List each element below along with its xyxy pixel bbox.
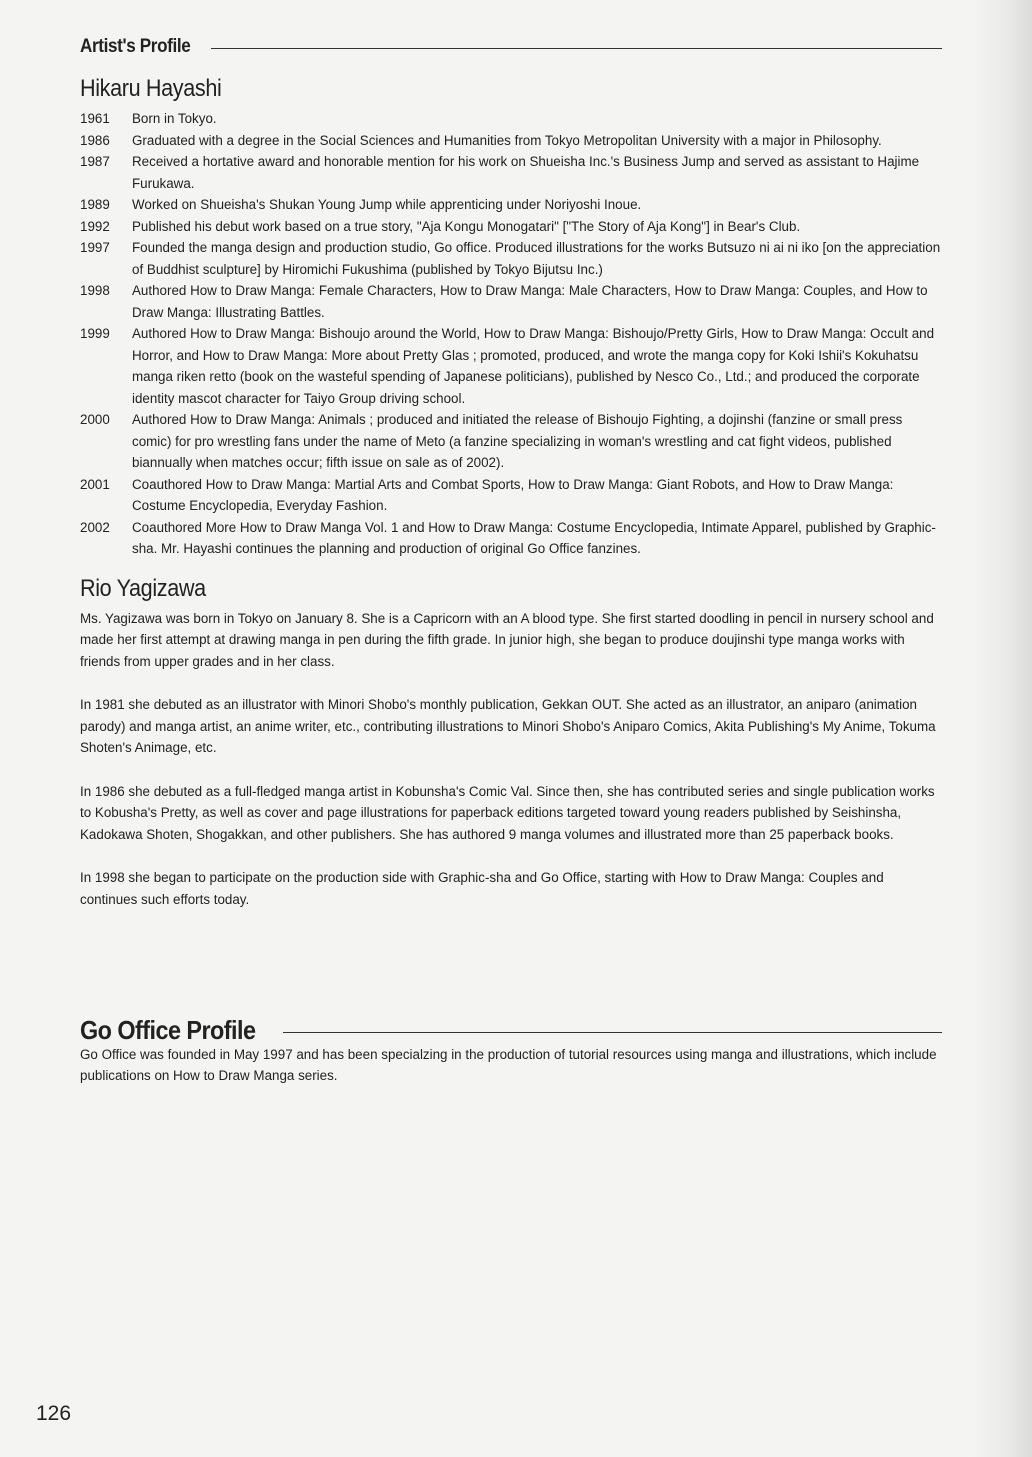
bio-paragraph: Ms. Yagizawa was born in Tokyo on January 8. She is a Capricorn with an A blood type. She first started doodling in pencil in nursery school and made her first attempt at drawing manga in pen during the fifth grade. In junior high, she began to produce doujinshi type manga works with friends from upper grades and in her class. (80, 610, 934, 669)
timeline-year: 2002 (80, 519, 110, 535)
timeline-entry (80, 151, 942, 194)
heading-rule (283, 1032, 942, 1033)
timeline-year: 1997 (80, 240, 110, 255)
bio-paragraph: In 1986 she debuted as a full-fledged manga artist in Kobunsha's Comic Val. Since then, she has contributed series and single publication works to Kobusha's Pretty, as well as cover and page illustrations for paperback editions targeted toward young readers published by Seishinsha, Kadokawa Shoten, Shogakkan, and other publishers. She has authored 9 manga volumes and illustrated more than 25 paperback books. (80, 783, 935, 842)
timeline-text: Graduated with a degree in the Social Sciences and Humanities from Tokyo Metropolitan University with a major in Philosophy. (132, 132, 882, 148)
timeline-entry (80, 474, 942, 517)
timeline-text: Authored How to Draw Manga: Animals ; produced and initiated the release of Bishoujo Fighting, a dojinshi (fanzine or small press comic) for pro wrestling fans under the name of Meto (a fanzine specializing in woman's wrestling and cat fight videos, published biannually when matches occur; fifth issue on sale as of 2002). (132, 412, 903, 470)
artists-profile-heading (80, 34, 942, 60)
go-office-heading (80, 1015, 942, 1045)
timeline-year: 1961 (80, 111, 110, 126)
timeline-year: 1998 (80, 283, 110, 298)
timeline-text: Received a hortative award and honorable mention for his work on Shueisha Inc.'s Business Jump and served as assistant to Hajime Furukawa. (132, 154, 920, 191)
timeline-text: Founded the manga design and production studio, Go office. Produced illustrations for the works Butsuzo ni ai ni iko [on the appreciation of Buddhist sculpture] by Hiromichi Fukushima (published by Tokyo Bijutsu Inc.) (132, 240, 941, 277)
timeline-year: 2000 (80, 412, 110, 427)
section-title: Artist's Profile (80, 36, 191, 58)
hayashi-profile (80, 74, 942, 560)
timeline-text: Coauthored More How to Draw Manga Vol. 1 and How to Draw Manga: Costume Encyclopedia, Intimate Apparel, published by Graphic-sha. Mr. Hayashi continues the planning and production of original Go Office fanzines. (132, 519, 936, 556)
timeline-year: 1992 (80, 218, 110, 234)
go-office-section (80, 1015, 942, 1087)
timeline-year: 1987 (80, 154, 110, 169)
go-office-description: Go Office was founded in May 1997 and has been specialzing in the production of tutorial resources using manga and illustrations, which include publications on How to Draw Manga series. (80, 1046, 937, 1083)
artists-profile-section (80, 34, 942, 910)
person-name-yagizawa: Rio Yagizawa (80, 574, 206, 602)
timeline-year: 1989 (80, 197, 110, 212)
heading-rule (211, 48, 942, 49)
timeline-entry (80, 108, 942, 130)
timeline-entry (80, 237, 942, 280)
timeline-entry (80, 130, 942, 152)
timeline-text: Authored How to Draw Manga: Female Characters, How to Draw Manga: Male Characters, How to Draw Manga: Couples, and How to Draw Manga: Illustrating Battles. (132, 283, 928, 320)
timeline-entry (80, 323, 942, 409)
yagizawa-profile (80, 574, 942, 911)
timeline-entry (80, 517, 942, 560)
timeline-text: Authored How to Draw Manga: Bishoujo around the World, How to Draw Manga: Bishoujo/Pretty Girls, How to Draw Manga: Occult and Horror, and How to Draw Manga: More about Pretty Glas ; promoted, produced, and wrote the manga copy for Koki Ishii's Kokuhatsu manga riken retto (book on the wasteful spending of Japanese politicians), published by Nesco Co., Ltd.; and produced the corporate identity mascot character for Taiyo Group driving school. (132, 326, 935, 406)
timeline-text: Coauthored How to Draw Manga: Martial Arts and Combat Sports, How to Draw Manga: Giant Robots, and How to Draw Manga: Costume Encyclopedia, Everyday Fashion. (132, 476, 894, 513)
hayashi-timeline (80, 108, 942, 560)
timeline-entry (80, 409, 942, 474)
page-edge-shadow (972, 0, 1032, 1457)
timeline-text: Published his debut work based on a true story, "Aja Kongu Monogatari" ["The Story of Aja Kong"] in Bear's Club. (132, 218, 801, 234)
timeline-entry (80, 194, 942, 216)
bio-paragraph: In 1998 she began to participate on the production side with Graphic-sha and Go Office, starting with How to Draw Manga: Couples and continues such efforts today. (80, 870, 884, 907)
page-number: 126 (36, 1402, 72, 1425)
section-title: Go Office Profile (80, 1015, 256, 1045)
timeline-year: 1986 (80, 132, 110, 148)
person-name-hayashi: Hikaru Hayashi (80, 75, 222, 102)
timeline-text: Born in Tokyo. (132, 111, 217, 126)
timeline-year: 1999 (80, 326, 110, 341)
timeline-year: 2001 (80, 476, 110, 492)
bio-paragraph: In 1981 she debuted as an illustrator with Minori Shobo's monthly publication, Gekkan OUT. She acted as an illustrator, an aniparo (animation parody) and manga artist, an anime writer, etc., contributing illustrations to Minori Shobo's Aniparo Comics, Akita Publishing's My Anime, Tokuma Shoten's Animage, etc. (80, 697, 936, 755)
timeline-entry (80, 280, 942, 323)
timeline-text: Worked on Shueisha's Shukan Young Jump while apprenticing under Noriyoshi Inoue. (132, 197, 642, 212)
timeline-entry (80, 216, 942, 238)
